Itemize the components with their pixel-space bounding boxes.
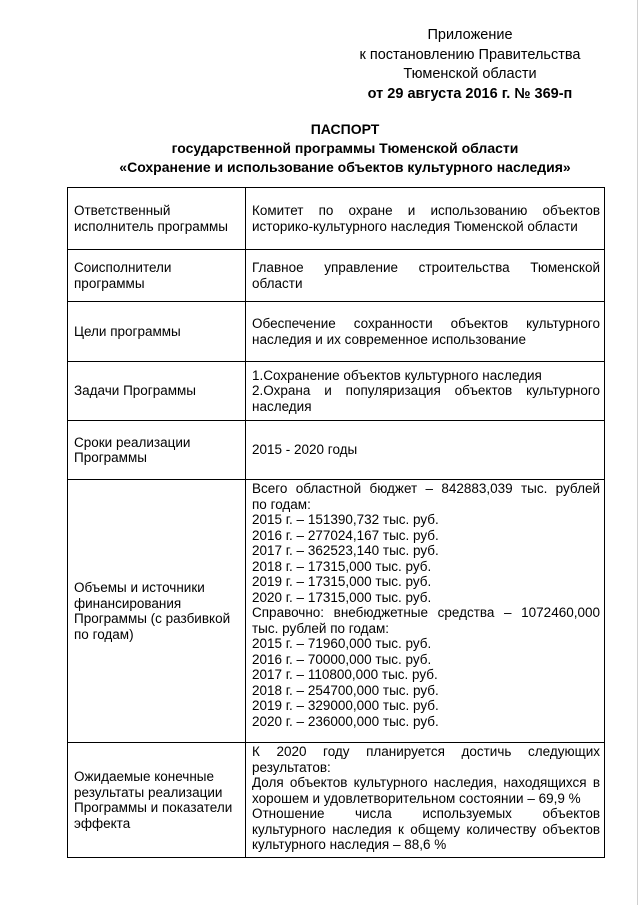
table-row-timeframe (68, 421, 605, 480)
row-label-cell (68, 250, 246, 302)
title-passport: ПАСПОРТ (310, 121, 380, 137)
value-line: Всего областной бюджет – 842883,039 тыс. рублей (252, 481, 600, 496)
label-line: Объемы и источники (74, 580, 205, 595)
value-line: 2016 г. – 70000,000 тыс. руб. (252, 651, 432, 667)
row-label-cell (68, 302, 246, 362)
row-value-cell (246, 421, 605, 480)
value-line: хорошем и удовлетворительном состоянии – 69,9 % (252, 790, 581, 806)
title-program: государственной программы Тюменской области (171, 140, 519, 156)
value-line: наследия (252, 398, 312, 414)
value-line: 2018 г. – 254700,000 тыс. руб. (252, 682, 439, 698)
table-row-tasks (68, 362, 605, 421)
label-line: по годам) (74, 626, 134, 642)
value-line: 2015 г. – 151390,732 тыс. руб. (252, 512, 439, 527)
label-line: Ожидаемые конечные (74, 769, 214, 784)
value-line: наследия и их современное использование (252, 331, 526, 347)
value-line: Справочно: внебюджетные средства – 1072460,000 (252, 605, 600, 620)
row-label-cell (68, 362, 246, 421)
value-line: 2019 г. – 329000,000 тыс. руб. (252, 698, 439, 713)
label-line: исполнитель программы (74, 218, 228, 234)
row-value-cell (246, 362, 605, 421)
value-line: результатов: (252, 759, 331, 775)
appendix-title: Приложение (427, 27, 513, 43)
value-line: 2018 г. – 17315,000 тыс. руб. (252, 558, 432, 574)
row-value-cell (246, 480, 605, 743)
value-line: Комитет по охране и использованию объектов (252, 203, 600, 218)
value-line: Доля объектов культурного наследия, находящихся в (252, 775, 600, 790)
value-line: 2.Охрана и популяризация объектов культурного (252, 383, 600, 399)
appendix-region: Тюменской области (403, 66, 537, 82)
table-row-funding (68, 480, 605, 743)
value-line: тыс. рублей по годам: (252, 620, 390, 636)
value-line: области (252, 275, 303, 291)
value-line: 2020 г. – 17315,000 тыс. руб. (252, 589, 432, 605)
value-line: историко-культурного наследия Тюменской области (252, 218, 578, 234)
value-line: 2017 г. – 362523,140 тыс. руб. (252, 543, 439, 558)
table-row-responsible-executor (68, 188, 605, 250)
title-program-name: «Сохранение и использование объектов культурного наследия» (119, 159, 571, 175)
label-line: Соисполнители (74, 260, 172, 275)
appendix-date-number: от 29 августа 2016 г. № 369-п (367, 85, 573, 102)
value-line: культурного наследия к общему количеству объектов (252, 821, 600, 837)
value-line: 2015 г. – 71960,000 тыс. руб. (252, 636, 432, 651)
label-line: Программы (74, 450, 147, 465)
document-title (60, 120, 630, 177)
label-line: Ответственный (74, 203, 171, 218)
value-line: 2020 г. – 236000,000 тыс. руб. (252, 713, 439, 729)
row-value-cell (246, 302, 605, 362)
value-line: по годам: (252, 496, 311, 512)
row-label-cell (68, 421, 246, 480)
value-line: 2015 - 2020 годы (252, 442, 358, 458)
page-edge-line (637, 0, 638, 905)
label-line: результаты реализации (74, 784, 223, 800)
value-line: К 2020 году планируется достичь следующих (252, 744, 600, 759)
value-line: 1.Сохранение объектов культурного наследия (252, 367, 542, 383)
row-label-cell (68, 188, 246, 250)
label-line: Цели программы (74, 323, 181, 339)
label-line: программы (74, 275, 145, 291)
row-label-cell (68, 743, 246, 858)
value-line: Обеспечение сохранности объектов культурного (252, 316, 600, 331)
label-line: Программы и показатели (74, 800, 233, 815)
value-line: 2019 г. – 17315,000 тыс. руб. (252, 574, 432, 589)
value-line: культурного наследия – 88,6 % (252, 837, 447, 852)
appendix-resolution: к постановлению Правительства (359, 46, 581, 63)
row-value-cell (246, 250, 605, 302)
row-value-cell (246, 743, 605, 858)
label-line: финансирования (74, 595, 182, 611)
appendix-header (330, 26, 610, 104)
value-line: 2016 г. – 277024,167 тыс. руб. (252, 527, 439, 543)
label-line: эффекта (74, 815, 131, 831)
passport-table (67, 187, 605, 858)
value-line: 2017 г. – 110800,000 тыс. руб. (252, 667, 438, 682)
value-line: Отношение числа используемых объектов (252, 806, 600, 821)
table-row-co-executors (68, 250, 605, 302)
table-row-expected-results (68, 743, 605, 858)
row-label-cell (68, 480, 246, 743)
label-line: Задачи Программы (74, 383, 197, 399)
label-line: Программы (с разбивкой (74, 611, 231, 626)
label-line: Сроки реализации (74, 434, 191, 450)
value-line: Главное управление строительства Тюменской (252, 260, 600, 275)
table-row-goals (68, 302, 605, 362)
row-value-cell (246, 188, 605, 250)
